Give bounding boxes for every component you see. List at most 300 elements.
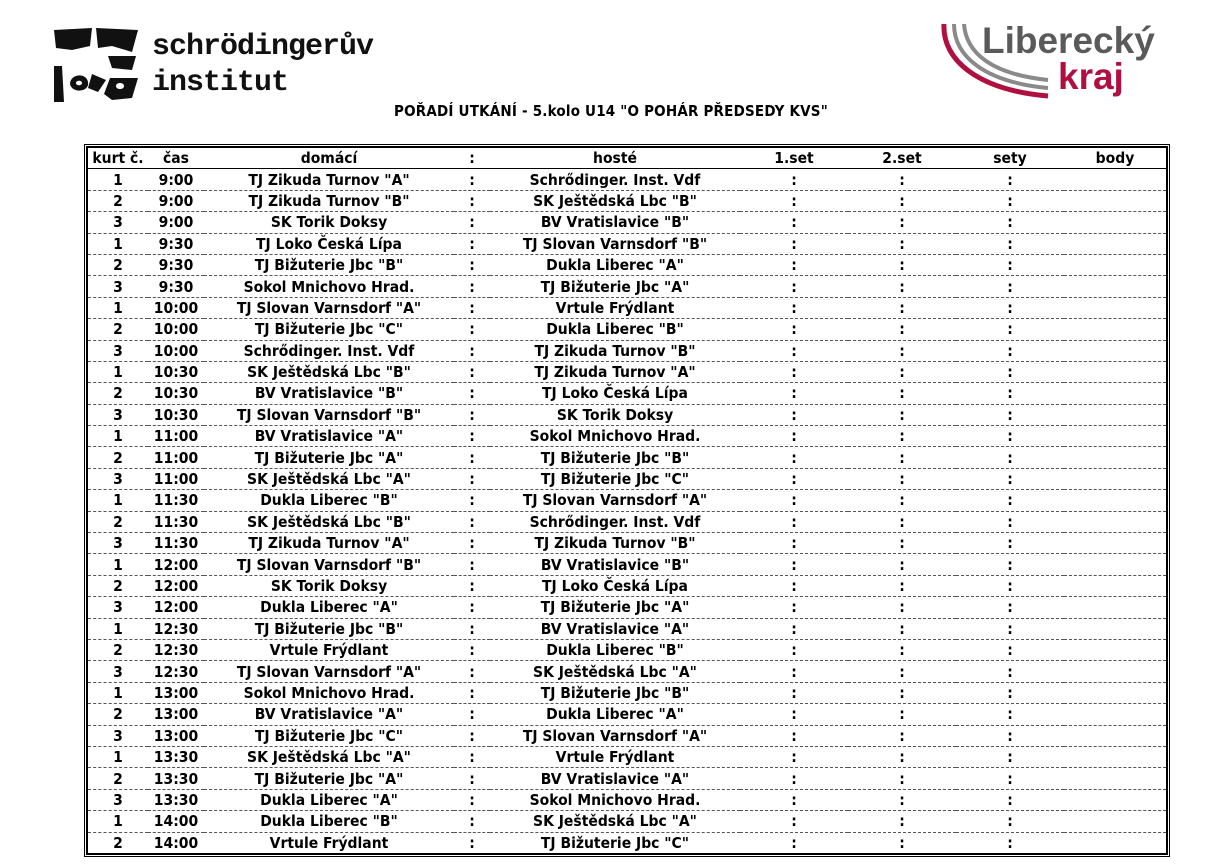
separator-cell: : — [454, 297, 490, 318]
set1-cell: : — [740, 319, 848, 340]
set2-cell: : — [848, 169, 956, 190]
points-cell — [1064, 661, 1167, 682]
time-cell: 9:00 — [148, 169, 204, 190]
points-cell — [1064, 426, 1167, 447]
set1-cell: : — [740, 682, 848, 703]
guest-team-cell: Dukla Liberec "B" — [490, 319, 740, 340]
set2-cell: : — [848, 746, 956, 767]
sets-cell: : — [956, 212, 1064, 233]
table-row — [87, 639, 1167, 660]
court-cell: 1 — [87, 233, 148, 254]
time-cell: 12:00 — [148, 575, 204, 596]
sets-cell: : — [956, 426, 1064, 447]
time-cell: 13:30 — [148, 746, 204, 767]
set2-cell: : — [848, 276, 956, 297]
guest-team-cell: BV Vratislavice "B" — [490, 212, 740, 233]
set1-cell: : — [740, 361, 848, 382]
court-cell: 1 — [87, 297, 148, 318]
schrodinger-institut-logo — [52, 26, 374, 108]
points-cell — [1064, 233, 1167, 254]
separator-cell: : — [454, 618, 490, 639]
sets-cell: : — [956, 511, 1064, 532]
table-header-row — [87, 147, 1167, 169]
separator-cell: : — [454, 597, 490, 618]
set2-cell: : — [848, 597, 956, 618]
table-row — [87, 811, 1167, 832]
set1-cell: : — [740, 447, 848, 468]
time-cell: 13:00 — [148, 682, 204, 703]
time-cell: 11:30 — [148, 533, 204, 554]
time-cell: 9:30 — [148, 254, 204, 275]
guest-team-cell: TJ Zikuda Turnov "B" — [490, 340, 740, 361]
time-cell: 11:30 — [148, 511, 204, 532]
home-team-cell: TJ Zikuda Turnov "A" — [204, 533, 454, 554]
set1-cell: : — [740, 426, 848, 447]
home-team-cell: TJ Bižuterie Jbc "C" — [204, 725, 454, 746]
home-team-cell: Vrtule Frýdlant — [204, 639, 454, 660]
sets-cell: : — [956, 554, 1064, 575]
points-cell — [1064, 682, 1167, 703]
home-team-cell: Dukla Liberec "A" — [204, 789, 454, 810]
court-cell: 2 — [87, 768, 148, 789]
points-cell — [1064, 447, 1167, 468]
set2-cell: : — [848, 319, 956, 340]
separator-cell: : — [454, 468, 490, 489]
set2-cell: : — [848, 383, 956, 404]
table-row — [87, 661, 1167, 682]
home-team-cell: BV Vratislavice "A" — [204, 704, 454, 725]
table-row — [87, 340, 1167, 361]
home-team-cell: Sokol Mnichovo Hrad. — [204, 276, 454, 297]
home-team-cell: TJ Bižuterie Jbc "B" — [204, 254, 454, 275]
set1-cell: : — [740, 725, 848, 746]
sets-cell: : — [1007, 833, 1013, 852]
guest-team-cell: TJ Bižuterie Jbc "A" — [490, 276, 740, 297]
sets-cell: : — [956, 768, 1064, 789]
time-cell: 10:30 — [148, 383, 204, 404]
guest-team-cell: SK Ještědská Lbc "A" — [490, 661, 740, 682]
set1-cell: : — [740, 789, 848, 810]
court-cell: 3 — [87, 212, 148, 233]
set2-cell: : — [848, 768, 956, 789]
table-row — [87, 725, 1167, 746]
guest-team-cell: TJ Loko Česká Lípa — [490, 575, 740, 596]
set2-cell: : — [848, 340, 956, 361]
table-row — [87, 746, 1167, 767]
table-row — [87, 618, 1167, 639]
set2-cell: : — [848, 212, 956, 233]
separator-cell: : — [454, 447, 490, 468]
points-cell — [1064, 618, 1167, 639]
guest-team-cell: Schrődinger. Inst. Vdf — [490, 511, 740, 532]
set2-cell: : — [848, 426, 956, 447]
set1-cell: : — [740, 618, 848, 639]
guest-team-cell: Dukla Liberec "B" — [490, 639, 740, 660]
home-team-cell: TJ Bižuterie Jbc "B" — [204, 618, 454, 639]
set1-cell: : — [740, 704, 848, 725]
set1-cell: : — [740, 233, 848, 254]
set1-cell: : — [740, 639, 848, 660]
guest-team-cell: TJ Zikuda Turnov "B" — [490, 533, 740, 554]
guest-team-cell: TJ Bižuterie Jbc "C" — [490, 468, 740, 489]
points-cell — [1064, 811, 1167, 832]
time-cell: 13:30 — [148, 789, 204, 810]
separator-cell: : — [454, 789, 490, 810]
set1-cell: : — [740, 597, 848, 618]
set2-cell: : — [848, 639, 956, 660]
table-row — [87, 533, 1167, 554]
sets-cell: : — [956, 618, 1064, 639]
set2-cell: : — [848, 511, 956, 532]
home-team-cell: Dukla Liberec "A" — [204, 597, 454, 618]
set2-cell: : — [848, 704, 956, 725]
court-cell: 2 — [87, 319, 148, 340]
table-row — [87, 682, 1167, 703]
time-cell: 12:00 — [148, 597, 204, 618]
header-sets: sety — [956, 147, 1064, 169]
sets-cell: : — [956, 468, 1064, 489]
time-cell: 10:00 — [148, 340, 204, 361]
separator-cell: : — [454, 575, 490, 596]
home-team-cell: TJ Slovan Varnsdorf "B" — [204, 554, 454, 575]
court-cell: 3 — [87, 597, 148, 618]
separator-cell: : — [454, 811, 490, 832]
court-cell: 1 — [87, 618, 148, 639]
separator-cell: : — [469, 833, 475, 852]
time-cell: 13:00 — [148, 725, 204, 746]
guest-team-cell: SK Ještědská Lbc "A" — [490, 811, 740, 832]
guest-team-cell: TJ Loko Česká Lípa — [490, 383, 740, 404]
guest-team-cell: Schrődinger. Inst. Vdf — [490, 169, 740, 190]
separator-cell: : — [454, 661, 490, 682]
points-cell — [1064, 190, 1167, 211]
table-row — [87, 704, 1167, 725]
time-cell: 10:00 — [148, 319, 204, 340]
guest-team-cell: TJ Zikuda Turnov "A" — [490, 361, 740, 382]
sets-cell: : — [956, 725, 1064, 746]
sets-cell: : — [956, 447, 1064, 468]
guest-team-cell: TJ Bižuterie Jbc "B" — [490, 447, 740, 468]
home-team-cell: TJ Zikuda Turnov "A" — [204, 169, 454, 190]
header-points: body — [1064, 147, 1167, 169]
sets-cell: : — [956, 254, 1064, 275]
home-team-cell: TJ Bižuterie Jbc "C" — [204, 319, 454, 340]
separator-cell: : — [454, 511, 490, 532]
home-team-cell: SK Ještědská Lbc "A" — [204, 468, 454, 489]
set1-cell: : — [740, 511, 848, 532]
home-team-cell: SK Torik Doksy — [204, 575, 454, 596]
table-row — [87, 212, 1167, 233]
court-cell: 3 — [87, 661, 148, 682]
points-cell — [1064, 340, 1167, 361]
sets-cell: : — [956, 340, 1064, 361]
home-team-cell: Dukla Liberec "B" — [204, 490, 454, 511]
sets-cell: : — [956, 319, 1064, 340]
set1-cell: : — [740, 575, 848, 596]
separator-cell: : — [454, 276, 490, 297]
separator-cell: : — [454, 704, 490, 725]
set1-cell: : — [740, 490, 848, 511]
time-cell: 11:30 — [148, 490, 204, 511]
separator-cell: : — [454, 404, 490, 425]
time-cell: 10:30 — [148, 404, 204, 425]
points-cell — [1064, 704, 1167, 725]
home-team-cell: Schrődinger. Inst. Vdf — [204, 340, 454, 361]
table-row — [87, 190, 1167, 211]
home-team-cell: TJ Slovan Varnsdorf "A" — [204, 297, 454, 318]
set1-cell: : — [791, 833, 797, 852]
separator-cell: : — [454, 361, 490, 382]
points-cell — [1064, 597, 1167, 618]
set1-cell: : — [740, 404, 848, 425]
home-team-cell: Dukla Liberec "B" — [204, 811, 454, 832]
separator-cell: : — [454, 383, 490, 404]
points-cell — [1064, 746, 1167, 767]
set2-cell: : — [848, 789, 956, 810]
separator-cell: : — [454, 426, 490, 447]
time-cell: 12:30 — [148, 661, 204, 682]
set2-cell: : — [848, 554, 956, 575]
set2-cell: : — [848, 447, 956, 468]
points-cell — [1064, 276, 1167, 297]
guest-team-cell: Sokol Mnichovo Hrad. — [490, 789, 740, 810]
table-row — [87, 361, 1167, 382]
table-row — [87, 169, 1167, 190]
sets-cell: : — [956, 661, 1064, 682]
court-cell: 1 — [87, 746, 148, 767]
sets-cell: : — [956, 297, 1064, 318]
logo-left-line2: institut — [152, 66, 289, 100]
guest-team-cell: BV Vratislavice "B" — [490, 554, 740, 575]
separator-cell: : — [454, 319, 490, 340]
court-cell: 1 — [87, 811, 148, 832]
set1-cell: : — [740, 533, 848, 554]
guest-team-cell: BV Vratislavice "A" — [490, 768, 740, 789]
home-team-cell: SK Torik Doksy — [204, 212, 454, 233]
guest-team-cell: TJ Bižuterie Jbc "A" — [490, 597, 740, 618]
sets-cell: : — [956, 597, 1064, 618]
table-row — [87, 789, 1167, 810]
court-cell: 1 — [87, 490, 148, 511]
separator-cell: : — [454, 490, 490, 511]
home-team-cell: SK Ještědská Lbc "B" — [204, 511, 454, 532]
page-title-text: POŘADÍ UTKÁNÍ - 5.kolo U14 "O POHÁR PŘEDSEDY KVS" — [394, 102, 828, 120]
table-row — [87, 511, 1167, 532]
points-cell — [1064, 490, 1167, 511]
table-row — [87, 447, 1167, 468]
set2-cell: : — [848, 490, 956, 511]
court-cell: 3 — [87, 725, 148, 746]
time-cell: 9:30 — [148, 233, 204, 254]
points-cell — [1064, 832, 1167, 854]
header-set2: 2.set — [848, 147, 956, 169]
court-cell: 2 — [87, 704, 148, 725]
home-team-cell: SK Ještědská Lbc "A" — [204, 746, 454, 767]
home-team-cell: TJ Bižuterie Jbc "A" — [204, 768, 454, 789]
time-cell: 9:00 — [148, 212, 204, 233]
court-cell: 1 — [87, 554, 148, 575]
time-cell: 11:00 — [148, 426, 204, 447]
set1-cell: : — [740, 276, 848, 297]
time-cell: 10:30 — [148, 361, 204, 382]
logo-right-line1: Liberecký — [982, 20, 1155, 61]
separator-cell: : — [454, 533, 490, 554]
points-cell — [1064, 169, 1167, 190]
time-cell: 10:00 — [148, 297, 204, 318]
set1-cell: : — [740, 212, 848, 233]
page-title — [0, 102, 1226, 120]
points-cell — [1064, 404, 1167, 425]
home-team-cell: TJ Loko Česká Lípa — [204, 233, 454, 254]
separator-cell: : — [454, 340, 490, 361]
guest-team-cell: Dukla Liberec "A" — [490, 254, 740, 275]
set2-cell: : — [848, 404, 956, 425]
logo-right-line2: kraj — [1058, 56, 1124, 97]
table-row — [87, 468, 1167, 489]
separator-cell: : — [454, 190, 490, 211]
set1-cell: : — [740, 340, 848, 361]
time-cell: 13:30 — [148, 768, 204, 789]
sets-cell: : — [956, 575, 1064, 596]
sets-cell: : — [956, 169, 1064, 190]
home-team-cell: BV Vratislavice "B" — [204, 383, 454, 404]
court-cell: 1 — [87, 169, 148, 190]
points-cell — [1064, 297, 1167, 318]
set2-cell: : — [848, 618, 956, 639]
separator-cell: : — [454, 254, 490, 275]
table-row — [87, 383, 1167, 404]
set1-cell: : — [740, 661, 848, 682]
guest-team-cell: TJ Slovan Varnsdorf "A" — [490, 490, 740, 511]
header-guest: hosté — [490, 147, 740, 169]
points-cell — [1064, 789, 1167, 810]
set1-cell: : — [740, 811, 848, 832]
header-set1: 1.set — [740, 147, 848, 169]
guest-team-cell: TJ Slovan Varnsdorf "A" — [490, 725, 740, 746]
guest-team-cell: TJ Slovan Varnsdorf "B" — [490, 233, 740, 254]
time-cell: 9:30 — [148, 276, 204, 297]
table-row — [87, 254, 1167, 275]
points-cell — [1064, 254, 1167, 275]
separator-cell: : — [454, 768, 490, 789]
sets-cell: : — [956, 383, 1064, 404]
sets-cell: : — [956, 233, 1064, 254]
sets-cell: : — [956, 704, 1064, 725]
guest-team-cell: Vrtule Frýdlant — [490, 746, 740, 767]
points-cell — [1064, 639, 1167, 660]
guest-team-cell: SK Torik Doksy — [490, 404, 740, 425]
time-cell: 14:00 — [153, 833, 199, 852]
sets-cell: : — [956, 361, 1064, 382]
court-cell: 2 — [87, 511, 148, 532]
set2-cell: : — [848, 661, 956, 682]
sets-cell: : — [956, 639, 1064, 660]
set2-cell: : — [848, 297, 956, 318]
home-team-cell: Sokol Mnichovo Hrad. — [204, 682, 454, 703]
home-team-cell: TJ Slovan Varnsdorf "B" — [204, 404, 454, 425]
set1-cell: : — [740, 190, 848, 211]
set2-cell: : — [848, 190, 956, 211]
set2-cell: : — [899, 833, 905, 852]
separator-cell: : — [454, 169, 490, 190]
sets-cell: : — [956, 746, 1064, 767]
table-row — [87, 233, 1167, 254]
set2-cell: : — [848, 682, 956, 703]
home-team-cell: TJ Zikuda Turnov "B" — [204, 190, 454, 211]
separator-cell: : — [454, 233, 490, 254]
sets-cell: : — [956, 682, 1064, 703]
set1-cell: : — [740, 468, 848, 489]
set2-cell: : — [848, 468, 956, 489]
court-cell: 2 — [87, 383, 148, 404]
table-row — [87, 319, 1167, 340]
court-cell: 3 — [87, 340, 148, 361]
guest-team-cell: TJ Bižuterie Jbc "B" — [490, 682, 740, 703]
court-cell: 3 — [87, 468, 148, 489]
points-cell — [1064, 319, 1167, 340]
header-court: kurt č. — [87, 147, 148, 169]
guest-team-cell: BV Vratislavice "A" — [490, 618, 740, 639]
table-row — [87, 490, 1167, 511]
court-cell: 3 — [87, 789, 148, 810]
sets-cell: : — [956, 533, 1064, 554]
set2-cell: : — [848, 533, 956, 554]
set1-cell: : — [740, 768, 848, 789]
home-team-cell: SK Ještědská Lbc "B" — [204, 361, 454, 382]
sets-cell: : — [956, 404, 1064, 425]
court-cell: 3 — [87, 404, 148, 425]
points-cell — [1064, 383, 1167, 404]
guest-team-cell: Dukla Liberec "A" — [490, 704, 740, 725]
points-cell — [1064, 768, 1167, 789]
points-cell — [1064, 725, 1167, 746]
court-cell: 2 — [87, 447, 148, 468]
guest-team-cell: Sokol Mnichovo Hrad. — [490, 426, 740, 447]
court-cell: 3 — [87, 533, 148, 554]
time-cell: 14:00 — [148, 811, 204, 832]
points-cell — [1064, 575, 1167, 596]
guest-team-cell: SK Ještědská Lbc "B" — [490, 190, 740, 211]
set1-cell: : — [740, 169, 848, 190]
set2-cell: : — [848, 233, 956, 254]
header-time: čas — [148, 147, 204, 169]
header-separator: : — [454, 147, 490, 169]
points-cell — [1064, 511, 1167, 532]
points-cell — [1064, 554, 1167, 575]
court-cell: 2 — [87, 254, 148, 275]
separator-cell: : — [454, 554, 490, 575]
points-cell — [1064, 468, 1167, 489]
guest-team-cell: TJ Bižuterie Jbc "C" — [540, 833, 690, 852]
home-team-cell: TJ Bižuterie Jbc "A" — [204, 447, 454, 468]
time-cell: 12:30 — [148, 639, 204, 660]
set2-cell: : — [848, 361, 956, 382]
set1-cell: : — [740, 554, 848, 575]
separator-cell: : — [454, 725, 490, 746]
set2-cell: : — [848, 254, 956, 275]
time-cell: 9:00 — [148, 190, 204, 211]
sets-cell: : — [956, 811, 1064, 832]
table-body — [87, 169, 1167, 854]
set2-cell: : — [848, 725, 956, 746]
time-cell: 12:00 — [148, 554, 204, 575]
schrodinger-logo-mark-icon — [52, 26, 142, 106]
points-cell — [1064, 533, 1167, 554]
logo-left-line1: schrödingerův — [152, 30, 374, 64]
set2-cell: : — [848, 811, 956, 832]
table-row — [87, 575, 1167, 596]
court-cell: 1 — [87, 682, 148, 703]
